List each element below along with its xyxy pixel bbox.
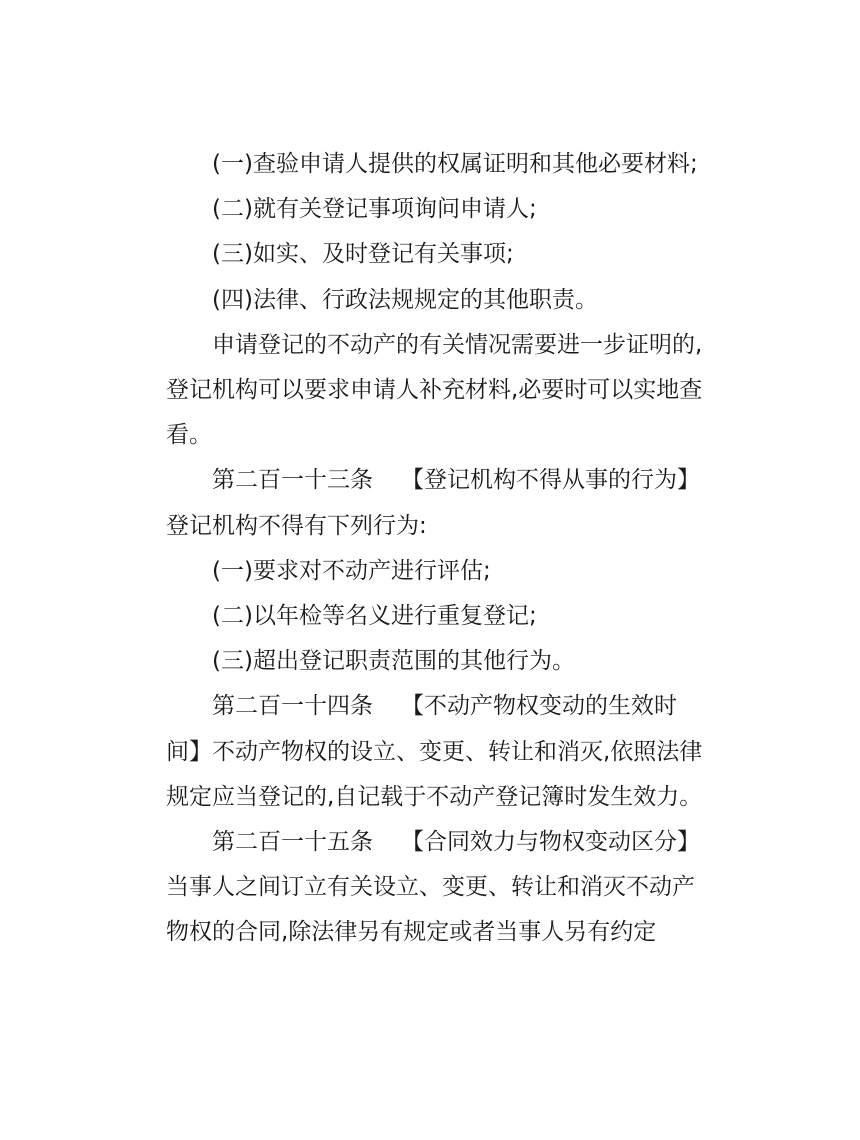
list-item-213-3: (三)超出登记职责范围的其他行为。 — [212, 648, 575, 675]
article-213-number: 第二百一十三条 — [212, 467, 373, 494]
article-213-body: 登记机构不得有下列行为: — [166, 512, 427, 539]
article-214-heading: 【不动产物权变动的生效时间】 — [166, 693, 677, 765]
article-215-number: 第二百一十五条 — [212, 829, 373, 856]
article-215-body: 当事人之间订立有关设立、变更、转让和消灭不动产物权的合同,除法律另有规定或者当事人另有约定 — [166, 874, 695, 946]
list-item-212-4: (四)法律、行政法规规定的其他职责。 — [212, 286, 598, 313]
list-item-212-3: (三)如实、及时登记有关事项; — [212, 241, 514, 268]
article-213-heading: 【登记机构不得从事的行为】 — [401, 467, 700, 494]
document-body — [166, 142, 706, 956]
article-214-body: 不动产物权的设立、变更、转让和消灭,依照法律规定应当登记的,自记载于不动产登记簿时发生效力。 — [166, 738, 703, 810]
list-item-213-1: (一)要求对不动产进行评估; — [212, 557, 491, 584]
article-213 — [166, 458, 706, 548]
paragraph-212-supplement: 申请登记的不动产的有关情况需要进一步证明的,登记机构可以要求申请人补充材料,必要时可以实地查看。 — [166, 331, 703, 449]
article-214 — [166, 684, 706, 820]
article-214-number: 第二百一十四条 — [212, 693, 373, 720]
list-item-212-2: (二)就有关登记事项询问申请人; — [212, 196, 537, 223]
list-item-212-1: (一)查验申请人提供的权属证明和其他必要材料; — [212, 151, 698, 177]
article-215 — [166, 820, 706, 956]
article-215-heading: 【合同效力与物权变动区分】 — [401, 829, 700, 856]
list-item-213-2: (二)以年检等名义进行重复登记; — [212, 603, 537, 630]
